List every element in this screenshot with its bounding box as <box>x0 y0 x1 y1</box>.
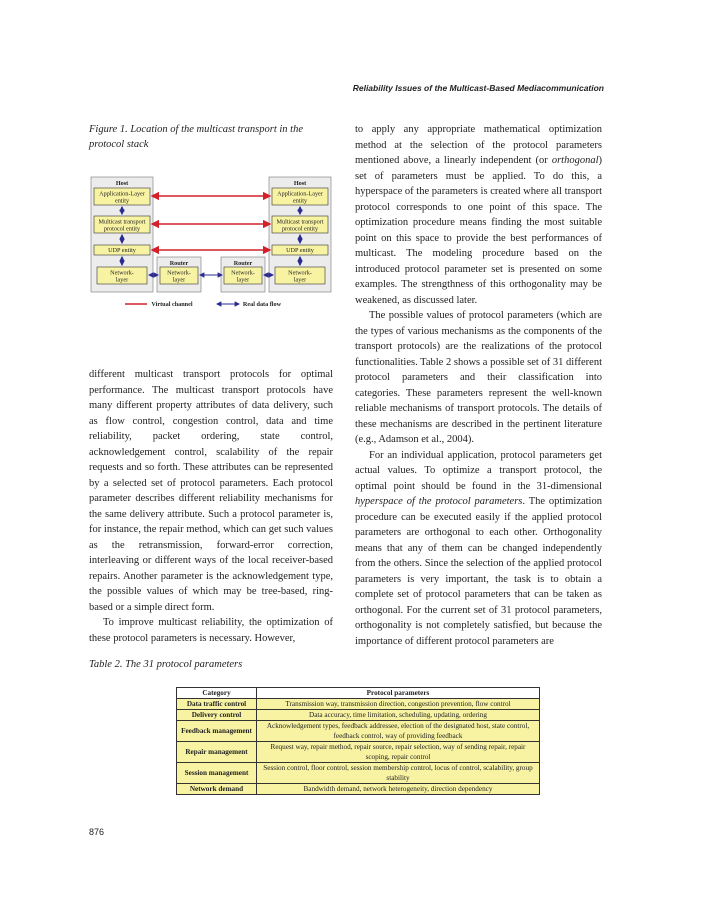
running-header: Reliability Issues of the Multicast-Based Mediacommunication <box>352 83 604 93</box>
network-layer-router-left: Network- <box>167 269 191 277</box>
legend-real-label: Real data flow <box>242 301 282 308</box>
right-paragraph-2: The possible values of protocol parameters (which are the types of various mechanisms as the components of the transport protocols) are the realizations of the protocol functionalities. Table 2 shows a possible set of 31 different protocol parameters and their classification into categories. These parameters represent the well-known reliable mechanisms of transport protocols. The details of these mechanisms are described in the pertinent literature (e.g., Adamson et al., 2004). <box>355 310 602 445</box>
left-column-text <box>89 367 333 646</box>
table-header-params: Protocol parameters <box>257 688 540 699</box>
legend-virtual-label: Virtual channel <box>151 301 193 308</box>
udp-entity-left: UDP entity <box>108 247 136 254</box>
figure-caption: Figure 1. Location of the multicast transport in the protocol stack <box>89 124 303 151</box>
protocol-stack-diagram <box>89 175 333 310</box>
table-row: Network demand Bandwidth demand, network heterogeneity, direction dependency <box>177 784 540 795</box>
svg-text:entity: entity <box>292 197 308 205</box>
app-layer-right: Application-Layer <box>277 190 323 198</box>
svg-text:layer: layer <box>115 276 129 284</box>
table-row: Session management Session control, floor control, session membership control, locus of control, scalability, group stability <box>177 763 540 784</box>
network-layer-router-right: Network- <box>231 269 255 277</box>
svg-text:layer: layer <box>172 276 186 284</box>
svg-text:entity: entity <box>114 197 130 205</box>
right-paragraph-3: For an individual application, protocol parameters get actual values. To optimize a transport protocol, the optimal point should be found in the 31-dimensional hyperspace of the protocol parameters. The optimization procedure can be executed easily if the applied protocol parameters are orthogonal to each other. Orthogonality means that any of them can be changed independently from the others. Since the selection of the applied protocol parameters is very important, the task is to obtain a complete set of protocol parameters that can be taken as orthogonal. For the current set of 31 protocol parameters, orthogonality is not completely satisfied, but because the importance of different protocol parameters are <box>355 449 602 647</box>
udp-entity-right: UDP entity <box>286 247 314 254</box>
table-row: Delivery control Data accuracy, time limitation, scheduling, updating, ordering <box>177 710 540 721</box>
network-layer-host-right: Network- <box>288 269 312 277</box>
svg-text:layer: layer <box>236 276 250 284</box>
host-left-label: Host <box>115 180 129 187</box>
protocol-parameters-table <box>176 687 540 795</box>
left-paragraph-2: To improve multicast reliability, the optimization of these protocol parameters is necessary. However, <box>89 617 333 644</box>
svg-text:protocol entity: protocol entity <box>103 225 141 233</box>
host-right-label: Host <box>293 180 307 187</box>
table-header-category: Category <box>177 688 257 699</box>
right-column-text <box>355 122 602 649</box>
multicast-transport-right: Multicast transport <box>276 218 324 226</box>
table-row: Repair management Request way, repair method, repair source, repair selection, way of sending repair, repair scoping, repair control <box>177 742 540 763</box>
page-number: 876 <box>89 827 105 837</box>
left-paragraph-1: different multicast transport protocols for optimal performance. The multicast transport protocols have many different property attributes of data delivery, such as flow control, congestion control, data and time reliability, packet ordering, state control, acknowledgement control, scalability of the repair requests and so forth. These attributes can be represented by a selected set of protocol parameters. Each protocol parameter describes different reliability mechanisms for the same delivery attribute. Such a protocol parameter is, for instance, the repair method, which can get such values as the retransmission, forward-error correction, interleaving or different ways of the local receiver-based repairs. Another parameter is the acknowledgement type, the possible values of which may be tree-based, ring-based or a simple direct form. <box>89 369 333 613</box>
table-row: Feedback management Acknowledgement types, feedback addressee, election of the designated host, state control, feedback control, way of providing feedback <box>177 721 540 742</box>
router-left-label: Router <box>169 260 189 267</box>
right-paragraph-1: to apply any appropriate mathematical optimization method at the selection of the protocol parameters mentioned above, a linearly independent (or orthogonal) set of parameters must be applied. To do this, a hyperspace of the parameters is created where all transport protocol corresponds to one point of this space. The optimization procedure means finding the most suitable point on this space to provide the best performances of multicast. The modeling procedure based on the introduced protocol parameter set is presented on some examples. The strengthness of this orthogonality may be weakened, as discussed later. <box>355 124 602 306</box>
router-right-label: Router <box>233 260 253 267</box>
table-row: Data traffic control Transmission way, transmission direction, congestion prevention, flow control <box>177 699 540 710</box>
table-caption: Table 2. The 31 protocol parameters <box>89 659 243 670</box>
app-layer-left: Application-Layer <box>99 190 145 198</box>
svg-text:layer: layer <box>293 276 307 284</box>
multicast-transport-left: Multicast transport <box>98 218 146 226</box>
svg-text:protocol entity: protocol entity <box>281 225 319 233</box>
network-layer-host-left: Network- <box>110 269 134 277</box>
